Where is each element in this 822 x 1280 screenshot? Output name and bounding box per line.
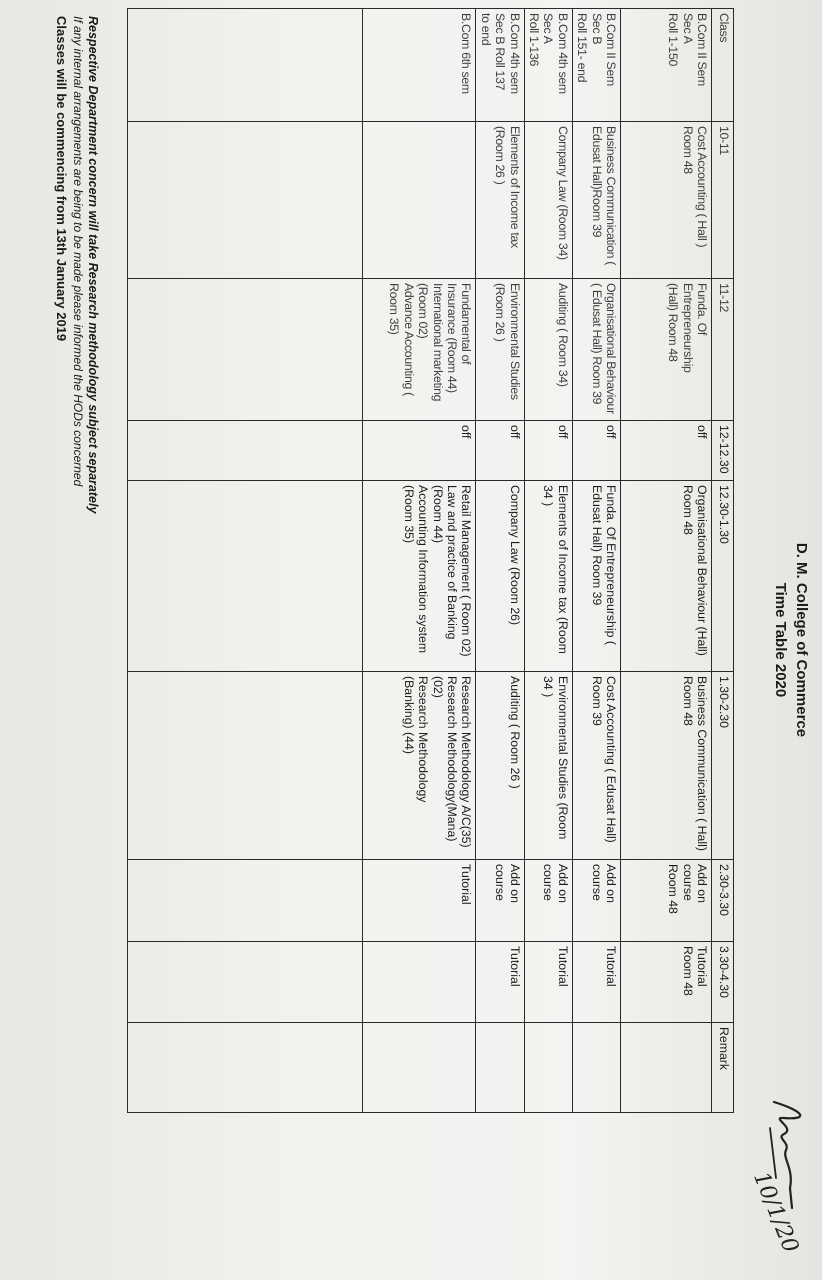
table-cell [128,279,363,421]
header-row [712,9,734,1113]
col-header-330-430: 3.30-4.30 [712,942,734,1023]
table-cell: Fundamental of Insurance (Room 44) International marketing (Room 02) Advance Accounting ( Room 35) [363,279,476,421]
table-cell: Research Methodology A/C(35) Research Methodology(Mana) (02) Research Methodology (Banking) (44) [363,672,476,860]
table-cell: Add on course [524,860,572,942]
table-cell: off [572,421,620,481]
table-cell [128,421,363,481]
table-row [363,9,476,1113]
table-cell: Elements of Income tax (Room 34 ) [524,481,572,672]
timetable [127,8,734,1113]
table-row [128,9,363,1113]
table-row [524,9,572,1113]
table-cell: Add on course [572,860,620,942]
col-header-230-330: 2.30-3.30 [712,860,734,942]
col-header-1230-130: 12.30-1.30 [712,481,734,672]
table-cell: Elements of Income tax (Room 26 ) [476,122,524,279]
table-cell: Organisational Behaviour (Hall) Room 48 [621,481,712,672]
table-cell [128,860,363,942]
table-cell: Add on course Room 48 [621,860,712,942]
col-header-130-230: 1.30-2.30 [712,672,734,860]
table-cell: off [476,421,524,481]
note-internal-arrangements: If any internal arrangements are being to be made please informed the HODs concerned [71,16,85,487]
table-cell: Business Communication ( Hall) Room 48 [621,672,712,860]
table-cell [128,942,363,1023]
table-cell: Funda. Of Entrepreneurship ( Edusat Hall) Room 39 [572,481,620,672]
table-row [476,9,524,1113]
remark-cell [572,1023,620,1113]
col-header-remark: Remark [712,1023,734,1113]
table-cell [128,481,363,672]
table-row [621,9,712,1113]
timetable-title: Time Table 2020 [772,582,789,698]
table-cell: Business Communication ( Edusat Hall)Room 39 [572,122,620,279]
table-cell: Funda. Of Entrepreneurship (Hall) Room 48 [621,279,712,421]
table-cell [363,122,476,279]
col-header-10-11: 10-11 [712,122,734,279]
class-cell [128,9,363,122]
signature-date: 10/1/20 [748,1168,803,1257]
remark-cell [621,1023,712,1113]
table-cell: Retail Management ( Room 02) Law and practice of Banking (Room 44) Accounting Information system (Room 35) [363,481,476,672]
table-cell: Tutorial Room 48 [621,942,712,1023]
table-cell: off [621,421,712,481]
table-cell: Auditing ( Room 26 ) [476,672,524,860]
class-cell: B.Com 6th sem [363,9,476,122]
table-cell: Cost Accounting ( Edusat Hall) Room 39 [572,672,620,860]
table-cell: Auditing ( Room 34) [524,279,572,421]
table-cell: Tutorial [363,860,476,942]
remark-cell [476,1023,524,1113]
class-cell: B.Com II Sem Sec B Roll 151- end [572,9,620,122]
table-cell: Environmental Studies (Room 26 ) [476,279,524,421]
table-cell: Environmental Studies (Room 34 ) [524,672,572,860]
table-cell: Company Law (Room 34) [524,122,572,279]
table-cell: Tutorial [476,942,524,1023]
table-cell: Company Law (Room 26) [476,481,524,672]
col-header-12-1230: 12-12.30 [712,421,734,481]
remark-cell [524,1023,572,1113]
table-cell: Cost Accounting ( Hall ) Room 48 [621,122,712,279]
table-cell: Add on course [476,860,524,942]
note-research-methodology: Respective Department concern will take Research methodology subject separately [86,16,100,514]
note-commencement: Classes will be commencing from 13th January 2019 [54,16,69,342]
remark-cell [128,1023,363,1113]
col-header-11-12: 11-12 [712,279,734,421]
class-cell: B.Com II Sem Sec A Roll 1-150 [621,9,712,122]
table-cell [363,942,476,1023]
table-cell: Tutorial [524,942,572,1023]
table-row [572,9,620,1113]
table-cell: off [524,421,572,481]
col-header-class: Class [712,9,734,122]
class-cell: B.Com 4th sem Sec A Roll 1-136 [524,9,572,122]
remark-cell [363,1023,476,1113]
table-cell: Tutorial [572,942,620,1023]
class-cell: B.Com 4th sem Sec B Roll 137 to end [476,9,524,122]
college-title: D. M. College of Commerce [793,542,810,738]
table-cell [128,122,363,279]
table-cell: off [363,421,476,481]
table-cell: Organisational Behaviour ( Edusat Hall) Room 39 [572,279,620,421]
table-cell [128,672,363,860]
